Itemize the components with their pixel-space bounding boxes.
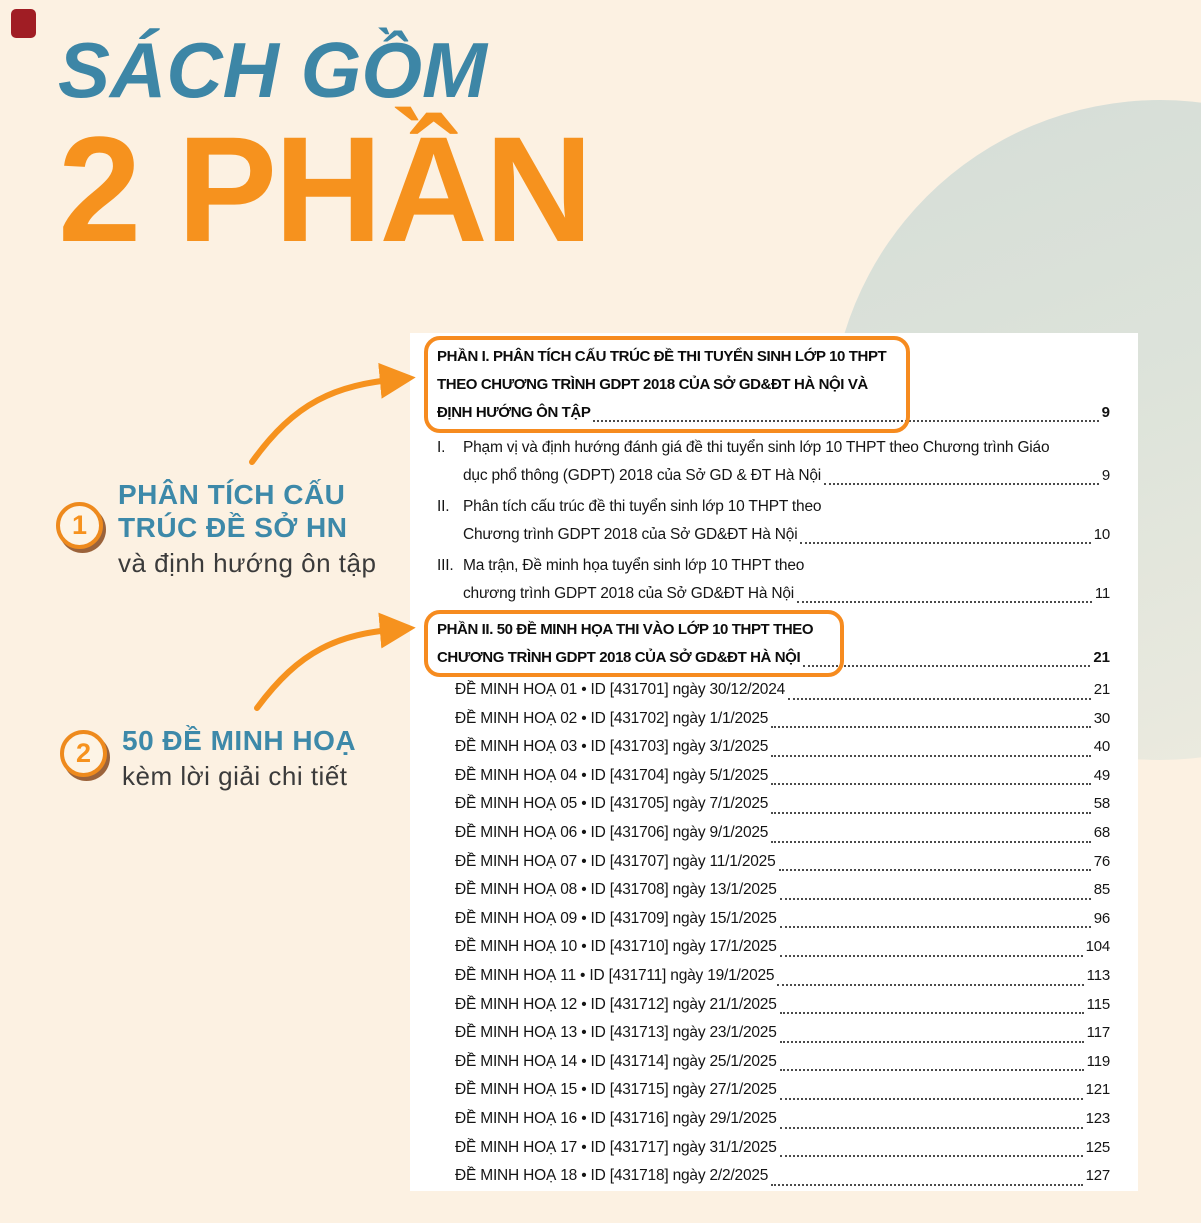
entry-page-number: 76: [1093, 852, 1110, 870]
entry-page-number: 119: [1086, 1052, 1110, 1070]
feature-part2: [60, 724, 422, 792]
entry-page-number: 49: [1093, 766, 1110, 784]
feature-2-number-badge: 2: [60, 730, 107, 777]
entry-page-number: 117: [1086, 1024, 1110, 1042]
entry-label: ĐỀ MINH HOẠ 10 • ID [431710] ngày 17/1/2025: [455, 938, 777, 956]
toc-part2-heading: [437, 616, 1110, 672]
item-2-line1: Phân tích cấu trúc đề thi tuyển sinh lớp 10 THPT theo: [463, 498, 822, 515]
title-line2: 2 PHẦN: [58, 104, 591, 273]
toc-item-2: [437, 493, 1110, 549]
leader-dots: [777, 984, 1083, 986]
toc-entry: [437, 1162, 1110, 1191]
leader-dots: [780, 898, 1091, 900]
leader-dots: [824, 483, 1099, 485]
toc-entry: [437, 933, 1110, 962]
leader-dots: [771, 841, 1090, 843]
entry-page-number: 123: [1085, 1109, 1110, 1127]
toc-part1-heading: [437, 343, 1110, 427]
arrow-to-part1: [252, 379, 399, 462]
item-1-numeral: I.: [437, 439, 446, 456]
part1-heading-line1: PHẦN I. PHÂN TÍCH CẤU TRÚC ĐỀ THI TUYỂN SINH LỚP 10 THPT: [437, 348, 887, 365]
entry-label: ĐỀ MINH HOẠ 09 • ID [431709] ngày 15/1/2025: [455, 909, 777, 927]
entry-page-number: 115: [1086, 995, 1110, 1013]
entry-label: ĐỀ MINH HOẠ 03 • ID [431703] ngày 3/1/2025: [455, 738, 769, 756]
toc-entry: [437, 1019, 1110, 1048]
feature-2-text: [122, 724, 422, 792]
corner-marker: [11, 9, 36, 38]
leader-dots: [771, 755, 1090, 757]
feature-1-heading-line1: PHÂN TÍCH CẤU: [118, 479, 346, 510]
toc-entry: [437, 1076, 1110, 1105]
toc-entry: [437, 819, 1110, 848]
entry-page-number: 58: [1093, 795, 1110, 813]
entry-page-number: 85: [1093, 881, 1110, 899]
entry-label: ĐỀ MINH HOẠ 02 • ID [431702] ngày 1/1/2025: [455, 709, 769, 727]
toc-entry: [437, 962, 1110, 991]
entry-label: ĐỀ MINH HOẠ 05 • ID [431705] ngày 7/1/2025: [455, 795, 769, 813]
leader-dots: [771, 812, 1090, 814]
toc-entry: [437, 790, 1110, 819]
title-line1: SÁCH GỒM: [58, 26, 487, 114]
leader-dots: [780, 1098, 1083, 1100]
part2-heading-line2: CHƯƠNG TRÌNH GDPT 2018 CỦA SỞ GD&ĐT HÀ NỘI: [437, 649, 801, 666]
entry-page-number: 21: [1093, 681, 1110, 698]
entry-label: ĐỀ MINH HOẠ 17 • ID [431717] ngày 31/1/2025: [455, 1138, 777, 1156]
part2-heading-line1: PHẦN II. 50 ĐỀ MINH HỌA THI VÀO LỚP 10 THPT THEO: [437, 621, 814, 638]
leader-dots: [780, 1012, 1084, 1014]
entry-label: ĐỀ MINH HOẠ 15 • ID [431715] ngày 27/1/2025: [455, 1081, 777, 1099]
entry-label: ĐỀ MINH HOẠ 14 • ID [431714] ngày 25/1/2025: [455, 1052, 777, 1070]
item-3-numeral: III.: [437, 557, 454, 574]
item-2-page-number: 10: [1093, 526, 1110, 543]
feature-1-text: [118, 478, 418, 579]
leader-dots: [788, 698, 1091, 700]
leader-dots: [780, 955, 1083, 957]
toc-entry: [437, 733, 1110, 762]
toc-entry: [437, 905, 1110, 934]
leader-dots: [797, 601, 1092, 603]
entry-page-number: 127: [1085, 1167, 1110, 1185]
toc-entry: [437, 1134, 1110, 1163]
entry-page-number: 121: [1085, 1081, 1110, 1099]
part1-heading-line3: ĐỊNH HƯỚNG ÔN TẬP: [437, 404, 591, 421]
entry-page-number: 125: [1085, 1138, 1110, 1156]
item-2-line2: Chương trình GDPT 2018 của Sở GD&ĐT Hà Nội: [463, 526, 798, 543]
item-3-line1: Ma trận, Đề minh họa tuyển sinh lớp 10 THPT theo: [463, 557, 805, 574]
toc-entry: [437, 1048, 1110, 1077]
item-1-line1: Phạm vị và định hướng đánh giá đề thi tuyển sinh lớp 10 THPT theo Chương trình Giáo: [463, 439, 1050, 456]
part1-page-number: 9: [1101, 404, 1110, 421]
item-1-page-number: 9: [1101, 467, 1110, 484]
toc-item-1: [437, 434, 1110, 490]
toc-item-3: [437, 552, 1110, 608]
toc-entry: [437, 705, 1110, 734]
entry-label: ĐỀ MINH HOẠ 07 • ID [431707] ngày 11/1/2025: [455, 852, 776, 870]
toc-entry: [437, 1105, 1110, 1134]
entry-page-number: 68: [1093, 823, 1110, 841]
entry-label: ĐỀ MINH HOẠ 11 • ID [431711] ngày 19/1/2025: [455, 966, 775, 984]
part1-heading-line2: THEO CHƯƠNG TRÌNH GDPT 2018 CỦA SỞ GD&ĐT HÀ NỘI VÀ: [437, 376, 868, 393]
leader-dots: [780, 1127, 1083, 1129]
part1-items: [437, 434, 1110, 608]
entry-label: ĐỀ MINH HOẠ 12 • ID [431712] ngày 21/1/2025: [455, 995, 777, 1013]
leader-dots: [779, 869, 1091, 871]
leader-dots: [803, 665, 1090, 667]
entry-page-number: 30: [1093, 709, 1110, 727]
entry-page-number: 96: [1093, 909, 1110, 927]
entry-label: ĐỀ MINH HOẠ 16 • ID [431716] ngày 29/1/2025: [455, 1109, 777, 1127]
leader-dots: [771, 726, 1090, 728]
entry-label: ĐỀ MINH HOẠ 08 • ID [431708] ngày 13/1/2025: [455, 881, 777, 899]
leader-dots: [800, 542, 1090, 544]
item-1-line2: dục phổ thông (GDPT) 2018 của Sở GD & ĐT Hà Nội: [463, 467, 822, 484]
leader-dots: [780, 1155, 1083, 1157]
feature-part1: [56, 478, 418, 579]
feature-1-number-badge: 1: [56, 502, 103, 549]
entry-label: ĐỀ MINH HOẠ 04 • ID [431704] ngày 5/1/2025: [455, 766, 769, 784]
page-title: [58, 26, 591, 273]
entry-label: ĐỀ MINH HOẠ 18 • ID [431718] ngày 2/2/2025: [455, 1167, 769, 1185]
entry-page-number: 104: [1085, 938, 1110, 956]
leader-dots: [780, 1041, 1084, 1043]
toc-entry: [437, 991, 1110, 1020]
item-2-numeral: II.: [437, 498, 450, 515]
feature-2-subtitle: kèm lời giải chi tiết: [122, 761, 348, 791]
entry-page-number: 40: [1093, 738, 1110, 756]
leader-dots: [780, 926, 1091, 928]
toc-entry: [437, 762, 1110, 791]
part2-page-number: 21: [1093, 649, 1110, 666]
feature-1-subtitle: và định hướng ôn tập: [118, 548, 377, 578]
toc-entry: [437, 676, 1110, 705]
entry-label: ĐỀ MINH HOẠ 13 • ID [431713] ngày 23/1/2025: [455, 1024, 777, 1042]
item-3-page-number: 11: [1094, 585, 1110, 602]
leader-dots: [771, 783, 1090, 785]
entry-page-number: 113: [1086, 966, 1110, 984]
toc-panel: [410, 333, 1138, 1191]
feature-1-heading-line2: TRÚC ĐỀ SỞ HN: [118, 512, 348, 543]
toc-entries: [437, 676, 1110, 1191]
leader-dots: [780, 1069, 1084, 1071]
leader-dots: [593, 420, 1098, 422]
entry-label: ĐỀ MINH HOẠ 01 • ID [431701] ngày 30/12/2024: [455, 681, 786, 698]
toc-entry: [437, 848, 1110, 877]
toc-entry: [437, 876, 1110, 905]
item-3-line2: chương trình GDPT 2018 của Sở GD&ĐT Hà Nội: [463, 585, 795, 602]
entry-label: ĐỀ MINH HOẠ 06 • ID [431706] ngày 9/1/2025: [455, 823, 769, 841]
feature-2-heading: [122, 724, 422, 757]
leader-dots: [771, 1184, 1082, 1186]
arrow-to-part2: [257, 629, 399, 708]
feature-1-heading: [118, 478, 418, 544]
feature-2-heading-line1: 50 ĐỀ MINH HOẠ: [122, 725, 357, 756]
